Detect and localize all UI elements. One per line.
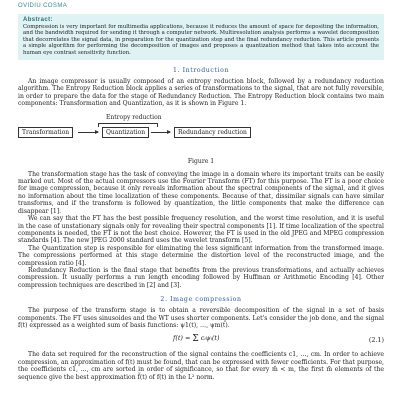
transformation-node: Transformation <box>18 127 73 138</box>
figure-1-caption: Figure 1 <box>187 157 215 165</box>
equation-body <box>173 334 219 344</box>
equation-rhs: cᵢψᵢ(t) <box>198 334 220 343</box>
section-1-title: 1. Introduction <box>172 67 230 75</box>
equation-number: (2.1) <box>368 336 384 345</box>
entropy-reduction-label: Entropy reduction <box>106 113 162 121</box>
abstract-text: Compression is very important for multimedia applications, because it reduces the amount of space for depositing the information, and the bandwidth required for sending it through a computer network. Multiresolution analysis performs a wavelet decomposition that decorrelates the signal data, in preparation for the quantization step and the final redundancy reduction. This article presents a simple algorithm for performing the decomposition of images and proposes a quantization method that takes into account the human eye contrast sensitivity function. <box>23 24 379 56</box>
section-2-title: 2. Image compression <box>160 296 242 304</box>
paper-page <box>18 0 384 381</box>
arrow-to-redundancy <box>151 132 170 133</box>
section-1-paragraph-2: The transformation stage has the task of conveying the image in a domain where its important traits can be easily marked out. Most of the actual compressors use the Fourier Transform (FT) for this purpose. The FT is a poor choice for image compression, because it only reveals information about the spectral components of the signal, and it gives no information about the time localization of these components. Because of that, dissimilar signals can have similar transforms, and if the transform is followed by quantization, the little components that make the difference can disappear [1]. <box>18 170 384 215</box>
equation-2-1 <box>18 332 384 348</box>
author-header: OVIDIU COSMA <box>18 3 68 9</box>
section-2-paragraph-2: The data set required for the reconstruction of the signal contains the coefficients c1, …, cm. In order to achieve compression, an approximation of f(t) must be found, that can be expressed with fewer coefficients. For that purpose, the coefficients c1, …, cm are sorted in order of significance, so that for every m̃ < m, the first m̃ elements of the sequence give the best approximation f̃(t) of f(t) in the L² norm. <box>18 351 384 381</box>
section-1-paragraph-5: Redundancy Reduction is the final stage that benefits from the previous transformations, and actually achieves compression. It usually performs a run length encoding followed by Huffman or Arithmetic Encoding [4]. Other compression techniques are described in [2] and [3]. <box>18 266 384 289</box>
section-1-paragraph-1: An image compressor is usually composed of an entropy reduction block, followed by a redundancy reduction algorithm. The Entropy Reduction block applies a series of transformations to the signal, that are not fully reversible, in order to prepare the data for the stage of Redundancy Reduction. The Entropy Reduction block contains two main components: Transformation and Quantization, as it is shown in Figure 1. <box>18 78 384 108</box>
equation-lhs: f(t) = <box>173 334 193 343</box>
quantization-node: Quantization <box>102 127 149 138</box>
abstract-title: Abstract: <box>23 17 53 23</box>
section-1-paragraph-4: The Quantization step is responsible for eliminating the less significant information from the transformed image. The compressions performed at this stage determine the distortion level of the reconstructed image, and the compression ratio [4]. <box>18 244 384 267</box>
abstract-box <box>18 14 384 60</box>
section-2-paragraph-1: The purpose of the transform stage is to obtain a reversible decomposition of the signal in a set of basis components. The FT uses sinusoides and the WT uses shorter components. Let's consider the job done, and the signal f(t) expressed as a weighted sum of basis functions: ψ1(t), …, ψm(t). <box>18 307 384 329</box>
equation-sum-symbol: Σ <box>192 334 199 345</box>
redundancy-reduction-node: Redundancy reduction <box>174 127 251 138</box>
figure-1-diagram <box>18 114 384 152</box>
arrow-to-quantization <box>78 132 98 133</box>
section-1-paragraph-3: We can say that the FT has the best possible frequency resolution, and the worst time resolution, and it is useful in the case of unstationary signals only for revealing their spectral components [1]. If time localization of the spectral components is needed, the FT is not the best choice. However, the FT is used in the old JPEG and MPEG compression standards [4]. The new JPEG 2000 standard uses the wavelet transform [5]. <box>18 215 384 245</box>
